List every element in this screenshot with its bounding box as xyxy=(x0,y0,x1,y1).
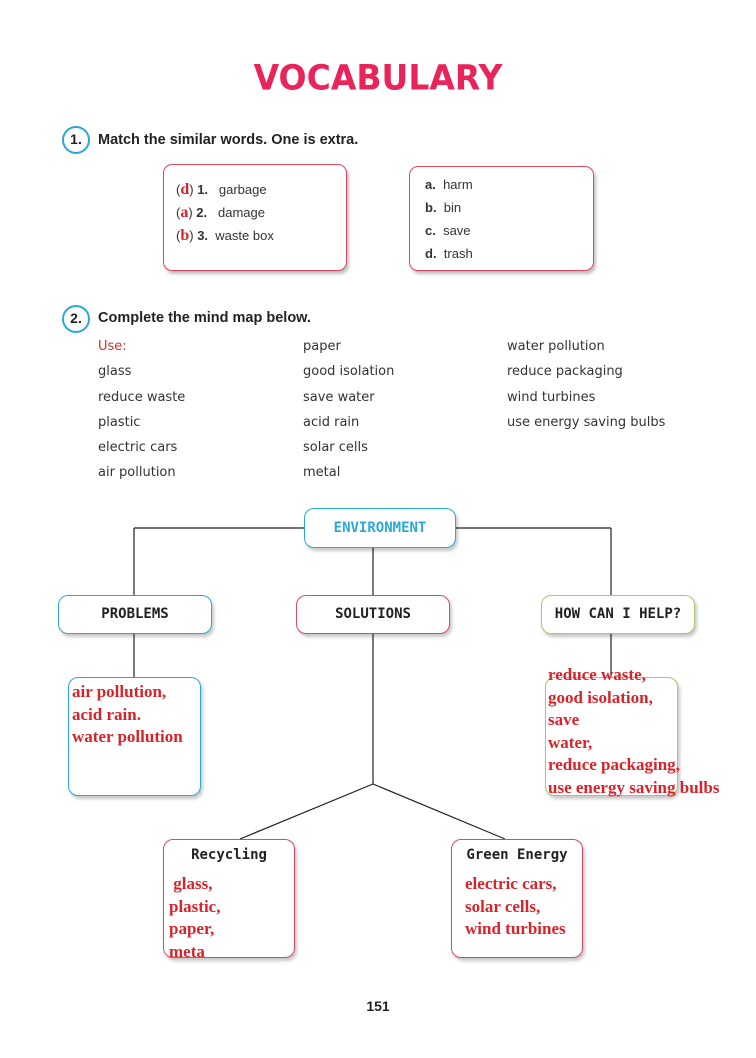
question-2-number: 2. xyxy=(62,305,90,333)
word-glass: glass xyxy=(98,364,132,379)
word-solar-cells: solar cells xyxy=(303,440,368,455)
node-environment: ENVIRONMENT xyxy=(304,508,456,548)
match-letter-c: c. xyxy=(425,223,436,238)
match-answer-3[interactable]: b xyxy=(180,227,190,244)
word-air-pollution: air pollution xyxy=(98,465,176,480)
word-metal: metal xyxy=(303,465,341,480)
word-electric-cars: electric cars xyxy=(98,440,178,455)
word-plastic: plastic xyxy=(98,415,141,430)
word-water-pollution: water pollution xyxy=(507,339,605,354)
recycling-title: Recycling xyxy=(191,847,267,863)
question-2-instruction: Complete the mind map below. xyxy=(98,310,311,326)
match-letter-a: a. xyxy=(425,177,436,192)
word-acid-rain: acid rain xyxy=(303,415,360,430)
page-number: 151 xyxy=(366,998,390,1014)
match-answer-2[interactable]: a xyxy=(180,204,189,221)
word-wind-turbines: wind turbines xyxy=(507,390,596,405)
match-left-item-1: (d) 1. garbage xyxy=(176,181,267,198)
word-save-water: save water xyxy=(303,390,375,405)
node-how-can-i-help: HOW CAN I HELP? xyxy=(541,595,695,634)
help-answer[interactable]: reduce waste, good isolation, save water, reduce packaging, use energy saving bulbs xyxy=(548,665,720,797)
match-right-word-a: harm xyxy=(443,177,473,192)
match-num-3: 3. xyxy=(197,228,209,243)
use-label: Use: xyxy=(98,339,127,354)
question-1-number: 1. xyxy=(62,126,90,154)
recycling-answer[interactable]: glass, plastic, paper, meta xyxy=(169,874,221,961)
problems-answer[interactable]: air pollution, acid rain. water pollution xyxy=(72,682,183,746)
word-good-isolation: good isolation xyxy=(303,364,395,379)
word-reduce-waste: reduce waste xyxy=(98,390,186,405)
match-word-2: damage xyxy=(217,205,265,220)
node-solutions: SOLUTIONS xyxy=(296,595,450,634)
match-word-3: waste box xyxy=(215,228,274,243)
match-letter-b: b. xyxy=(425,200,437,215)
match-num-2: 2. xyxy=(196,205,208,220)
word-paper: paper xyxy=(303,339,341,354)
match-word-1: garbage xyxy=(218,182,267,197)
match-letter-d: d. xyxy=(425,246,437,261)
word-use-energy-saving-bulbs: use energy saving bulbs xyxy=(507,415,666,430)
question-1-instruction: Match the similar words. One is extra. xyxy=(98,132,359,148)
node-problems: PROBLEMS xyxy=(58,595,212,634)
match-num-1: 1. xyxy=(197,182,209,197)
match-right-word-c: save xyxy=(443,223,471,238)
match-left-item-2: (a) 2. damage xyxy=(176,204,265,221)
match-left-item-3: (b) 3. waste box xyxy=(176,227,274,244)
green-energy-answer[interactable]: electric cars, solar cells, wind turbines xyxy=(465,874,566,938)
page-title: VOCABULARY xyxy=(253,57,503,98)
word-reduce-packaging: reduce packaging xyxy=(507,364,623,379)
match-right-word-d: trash xyxy=(443,246,473,261)
match-right-word-b: bin xyxy=(443,200,462,215)
match-answer-1[interactable]: d xyxy=(180,181,190,198)
green-energy-title: Green Energy xyxy=(466,847,568,863)
